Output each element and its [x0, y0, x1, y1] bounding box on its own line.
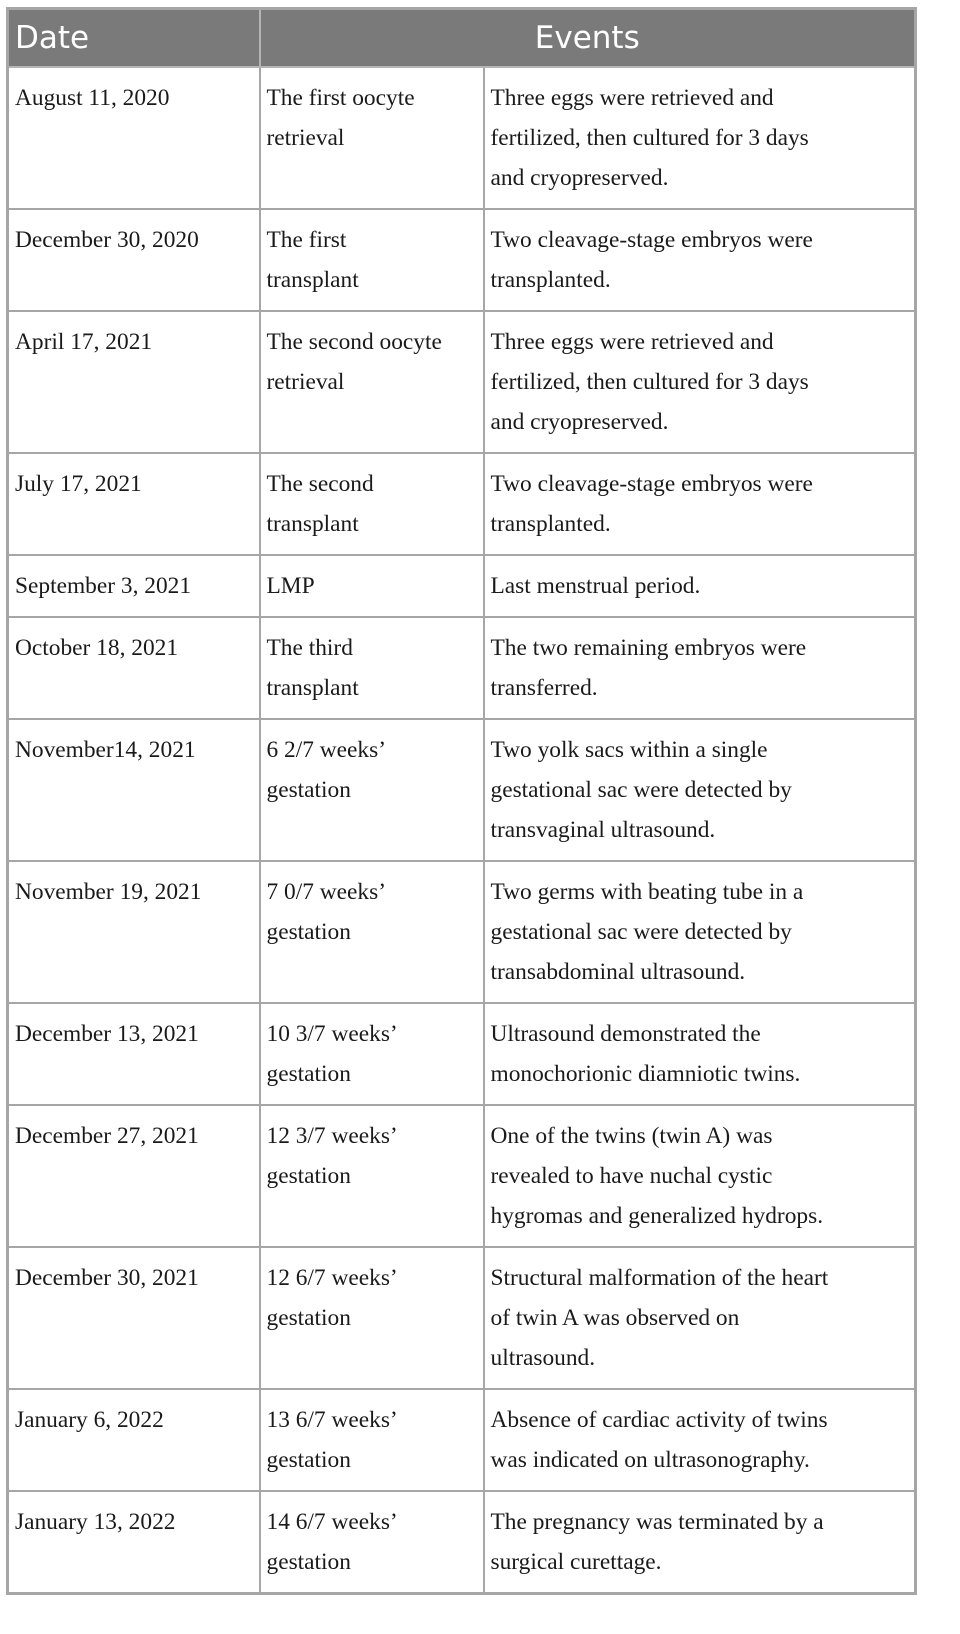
description-line: Ultrasound demonstrated the: [490, 1021, 761, 1047]
description-cell: [484, 1105, 916, 1247]
stage-cell: [260, 1003, 484, 1105]
date-cell: January 6, 2022: [8, 1389, 260, 1491]
stage-line: gestation: [266, 919, 351, 945]
description-line: transplanted.: [490, 267, 611, 293]
stage-line: gestation: [266, 1305, 351, 1331]
description-line: Two cleavage-stage embryos were: [490, 471, 813, 497]
table-row: [8, 1491, 916, 1594]
description-line: The pregnancy was terminated by a: [490, 1509, 824, 1535]
date-cell: September 3, 2021: [8, 555, 260, 617]
description-cell: [484, 1003, 916, 1105]
table-row: [8, 555, 916, 617]
table-row: [8, 1105, 916, 1247]
table-row: [8, 861, 916, 1003]
date-cell: October 18, 2021: [8, 617, 260, 719]
description-line: was indicated on ultrasonography.: [490, 1447, 810, 1473]
events-table: [6, 7, 917, 1595]
description-line: transferred.: [490, 675, 598, 701]
description-cell: [484, 861, 916, 1003]
stage-line: gestation: [266, 1061, 351, 1087]
description-line: and cryopreserved.: [490, 409, 669, 435]
stage-cell: [260, 311, 484, 453]
stage-line: 14 6/7 weeks’: [266, 1509, 398, 1535]
stage-line: 10 3/7 weeks’: [266, 1021, 398, 1047]
description-line: Three eggs were retrieved and: [490, 329, 774, 355]
stage-cell: [260, 453, 484, 555]
description-line: transabdominal ultrasound.: [490, 959, 746, 985]
description-line: transvaginal ultrasound.: [490, 817, 716, 843]
stage-cell: [260, 861, 484, 1003]
description-cell: [484, 1389, 916, 1491]
stage-line: The second oocyte: [266, 329, 442, 355]
stage-line: transplant: [266, 267, 359, 293]
stage-cell: [260, 67, 484, 209]
table-body: [8, 67, 916, 1594]
events-table-container: [6, 7, 914, 1595]
stage-cell: [260, 1389, 484, 1491]
table-row: [8, 617, 916, 719]
description-line: Absence of cardiac activity of twins: [490, 1407, 828, 1433]
table-row: [8, 453, 916, 555]
description-line: Last menstrual period.: [490, 573, 701, 599]
stage-line: transplant: [266, 511, 359, 537]
stage-line: The first: [266, 227, 347, 253]
date-cell: April 17, 2021: [8, 311, 260, 453]
stage-cell: [260, 1247, 484, 1389]
description-line: of twin A was observed on: [490, 1305, 740, 1331]
stage-line: retrieval: [266, 369, 345, 395]
stage-cell: [260, 555, 484, 617]
table-row: [8, 1003, 916, 1105]
description-line: and cryopreserved.: [490, 165, 669, 191]
description-cell: [484, 555, 916, 617]
description-line: revealed to have nuchal cystic: [490, 1163, 773, 1189]
description-line: One of the twins (twin A) was: [490, 1123, 773, 1149]
table-row: [8, 209, 916, 311]
table-row: [8, 67, 916, 209]
stage-line: 13 6/7 weeks’: [266, 1407, 398, 1433]
description-line: hygromas and generalized hydrops.: [490, 1203, 824, 1229]
description-line: gestational sac were detected by: [490, 919, 792, 945]
stage-line: gestation: [266, 1549, 351, 1575]
description-line: monochorionic diamniotic twins.: [490, 1061, 801, 1087]
stage-line: The third: [266, 635, 353, 661]
description-cell: [484, 1491, 916, 1594]
stage-line: transplant: [266, 675, 359, 701]
description-cell: [484, 453, 916, 555]
table-row: [8, 311, 916, 453]
description-line: surgical curettage.: [490, 1549, 662, 1575]
stage-cell: [260, 719, 484, 861]
description-line: Two germs with beating tube in a: [490, 879, 804, 905]
table-row: [8, 1389, 916, 1491]
header-row: [8, 9, 916, 68]
date-cell: December 13, 2021: [8, 1003, 260, 1105]
stage-line: 12 6/7 weeks’: [266, 1265, 398, 1291]
description-cell: [484, 209, 916, 311]
description-line: ultrasound.: [490, 1345, 596, 1371]
stage-cell: [260, 617, 484, 719]
stage-line: LMP: [266, 573, 315, 599]
stage-line: The second: [266, 471, 374, 497]
stage-line: gestation: [266, 1447, 351, 1473]
description-line: Three eggs were retrieved and: [490, 85, 774, 111]
events-column-header: Events: [260, 9, 916, 68]
description-cell: [484, 67, 916, 209]
description-cell: [484, 1247, 916, 1389]
date-cell: January 13, 2022: [8, 1491, 260, 1594]
description-cell: [484, 311, 916, 453]
description-line: The two remaining embryos were: [490, 635, 807, 661]
date-cell: December 27, 2021: [8, 1105, 260, 1247]
stage-line: 6 2/7 weeks’: [266, 737, 387, 763]
stage-cell: [260, 209, 484, 311]
stage-line: 12 3/7 weeks’: [266, 1123, 398, 1149]
table-row: [8, 719, 916, 861]
stage-line: gestation: [266, 777, 351, 803]
date-cell: August 11, 2020: [8, 67, 260, 209]
date-cell: December 30, 2021: [8, 1247, 260, 1389]
description-line: Two yolk sacs within a single: [490, 737, 768, 763]
description-line: Two cleavage-stage embryos were: [490, 227, 813, 253]
date-cell: December 30, 2020: [8, 209, 260, 311]
description-line: transplanted.: [490, 511, 611, 537]
stage-line: 7 0/7 weeks’: [266, 879, 387, 905]
description-line: fertilized, then cultured for 3 days: [490, 369, 809, 395]
date-cell: November 19, 2021: [8, 861, 260, 1003]
description-cell: [484, 617, 916, 719]
description-line: gestational sac were detected by: [490, 777, 792, 803]
date-column-header: Date: [8, 9, 260, 68]
description-line: fertilized, then cultured for 3 days: [490, 125, 809, 151]
description-line: Structural malformation of the heart: [490, 1265, 829, 1291]
date-cell: November14, 2021: [8, 719, 260, 861]
stage-cell: [260, 1105, 484, 1247]
description-cell: [484, 719, 916, 861]
table-row: [8, 1247, 916, 1389]
stage-line: retrieval: [266, 125, 345, 151]
date-cell: July 17, 2021: [8, 453, 260, 555]
stage-line: The first oocyte: [266, 85, 415, 111]
stage-line: gestation: [266, 1163, 351, 1189]
stage-cell: [260, 1491, 484, 1594]
